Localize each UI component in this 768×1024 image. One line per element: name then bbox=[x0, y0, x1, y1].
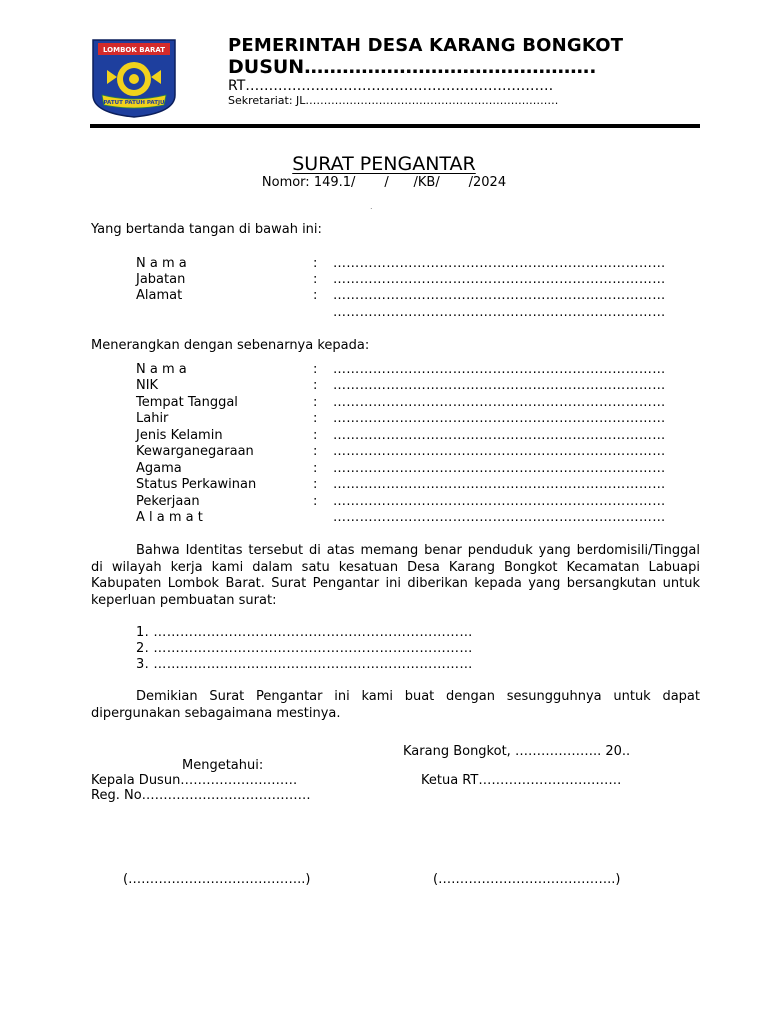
mengetahui-label: Mengetahui: bbox=[182, 758, 264, 773]
field-fill-line: ………………………………………………………………… bbox=[333, 411, 666, 426]
field-fill-line: ………………………………………………………………… bbox=[333, 362, 666, 377]
field-fill-line: ………………………………………………………………… bbox=[333, 395, 666, 410]
field-fill-line: ………………………………………………………………… bbox=[333, 288, 666, 303]
dusun-line: DUSUN………………………………………. bbox=[228, 56, 597, 78]
field-colon: : bbox=[313, 477, 318, 492]
ketua-rt-label: Ketua RT…………………………… bbox=[421, 773, 622, 788]
place-and-date: Karang Bongkot, ……………….. 20.. bbox=[403, 744, 631, 759]
purpose-list-item: 3. ……………………………………………………………… bbox=[136, 657, 473, 672]
section2-field-row bbox=[0, 378, 768, 395]
logo-motto-text: PATUT PATUH PATJU bbox=[103, 100, 165, 106]
field-colon: : bbox=[313, 395, 318, 410]
field-fill-line: ………………………………………………………………… bbox=[333, 510, 666, 525]
field-label: Pekerjaan bbox=[136, 494, 200, 509]
section2-field-row bbox=[0, 362, 768, 379]
field-fill-line: ………………………………………………………………… bbox=[333, 305, 666, 320]
field-fill-line: ………………………………………………………………… bbox=[333, 444, 666, 459]
field-label: Jabatan bbox=[136, 272, 186, 287]
section2-field-row bbox=[0, 510, 768, 527]
field-colon: : bbox=[313, 378, 318, 393]
secretariat-address-line: Sekretariat: JL…………………………………………………………… bbox=[228, 94, 559, 107]
field-label: A l a m a t bbox=[136, 510, 203, 525]
lombok-barat-emblem-logo bbox=[90, 37, 178, 119]
field-fill-line: ………………………………………………………………… bbox=[333, 378, 666, 393]
section2-field-row bbox=[0, 477, 768, 494]
field-colon: : bbox=[313, 256, 318, 271]
section1-field-row bbox=[0, 272, 768, 289]
document-title: SURAT PENGANTAR bbox=[292, 153, 476, 175]
field-label: Alamat bbox=[136, 288, 183, 303]
section2-field-row bbox=[0, 411, 768, 428]
section1-field-row bbox=[0, 256, 768, 273]
village-government-title: PEMERINTAH DESA KARANG BONGKOT bbox=[228, 35, 624, 56]
field-colon: : bbox=[313, 411, 318, 426]
field-label: NIK bbox=[136, 378, 159, 393]
field-label: N a m a bbox=[136, 362, 187, 377]
signature-line-ketua-rt: (…………………………………..) bbox=[433, 872, 621, 887]
section1-intro: Yang bertanda tangan di bawah ini: bbox=[91, 222, 322, 237]
header-divider bbox=[90, 124, 700, 128]
section2-field-row bbox=[0, 461, 768, 478]
document-number: Nomor: 149.1/ / /KB/ /2024 bbox=[261, 175, 507, 190]
field-label: Kewarganegaraan bbox=[136, 444, 254, 459]
registration-number-label: Reg. No………………………………… bbox=[91, 788, 311, 803]
body-paragraph-closing: Demikian Surat Pengantar ini kami buat dengan sesungguhnya untuk dapat dipergunakan sebagaimana mestinya. bbox=[91, 689, 700, 721]
section2-field-row bbox=[0, 395, 768, 412]
kepala-dusun-label: Kepala Dusun……………………… bbox=[91, 773, 298, 788]
field-fill-line: ………………………………………………………………… bbox=[333, 494, 666, 509]
section2-field-row bbox=[0, 428, 768, 445]
field-colon: : bbox=[313, 461, 318, 476]
field-fill-line: ………………………………………………………………… bbox=[333, 428, 666, 443]
field-fill-line: ………………………………………………………………… bbox=[333, 477, 666, 492]
rt-line: RT………………………………………………………… bbox=[228, 78, 554, 94]
field-colon: : bbox=[313, 288, 318, 303]
field-label: Lahir bbox=[136, 411, 169, 426]
section2-field-row bbox=[0, 494, 768, 511]
field-colon: : bbox=[313, 444, 318, 459]
field-label: Status Perkawinan bbox=[136, 477, 257, 492]
body-paragraph-identity: Bahwa Identitas tersebut di atas memang benar penduduk yang berdomisili/Tinggal di wilayah kerja kami dalam satu kesatuan Desa Karang Bongkot Kecamatan Labuapi Kabupaten Lombok Barat. Surat Pengantar ini diberikan kepada yang bersangkutan untuk keperluan pembuatan surat: bbox=[91, 543, 700, 608]
section2-field-row bbox=[0, 444, 768, 461]
field-fill-line: ………………………………………………………………… bbox=[333, 256, 666, 271]
purpose-list-item: 2. ……………………………………………………………… bbox=[136, 641, 473, 656]
logo-banner-text: LOMBOK BARAT bbox=[102, 46, 166, 54]
field-fill-line: ………………………………………………………………… bbox=[333, 272, 666, 287]
field-label: Agama bbox=[136, 461, 182, 476]
section2-intro: Menerangkan dengan sebenarnya kepada: bbox=[91, 338, 370, 353]
field-colon: : bbox=[313, 494, 318, 509]
field-colon: : bbox=[313, 362, 318, 377]
field-colon: : bbox=[313, 428, 318, 443]
field-colon: : bbox=[313, 272, 318, 287]
signature-line-kepala-dusun: (…………………………………..) bbox=[123, 872, 311, 887]
section1-field-row bbox=[0, 288, 768, 305]
section1-field-row bbox=[0, 305, 768, 322]
field-fill-line: ………………………………………………………………… bbox=[333, 461, 666, 476]
stray-dot: . bbox=[370, 202, 373, 211]
field-label: Tempat Tanggal bbox=[136, 395, 238, 410]
purpose-list-item: 1. ……………………………………………………………… bbox=[136, 625, 473, 640]
field-label: N a m a bbox=[136, 256, 187, 271]
field-label: Jenis Kelamin bbox=[136, 428, 223, 443]
